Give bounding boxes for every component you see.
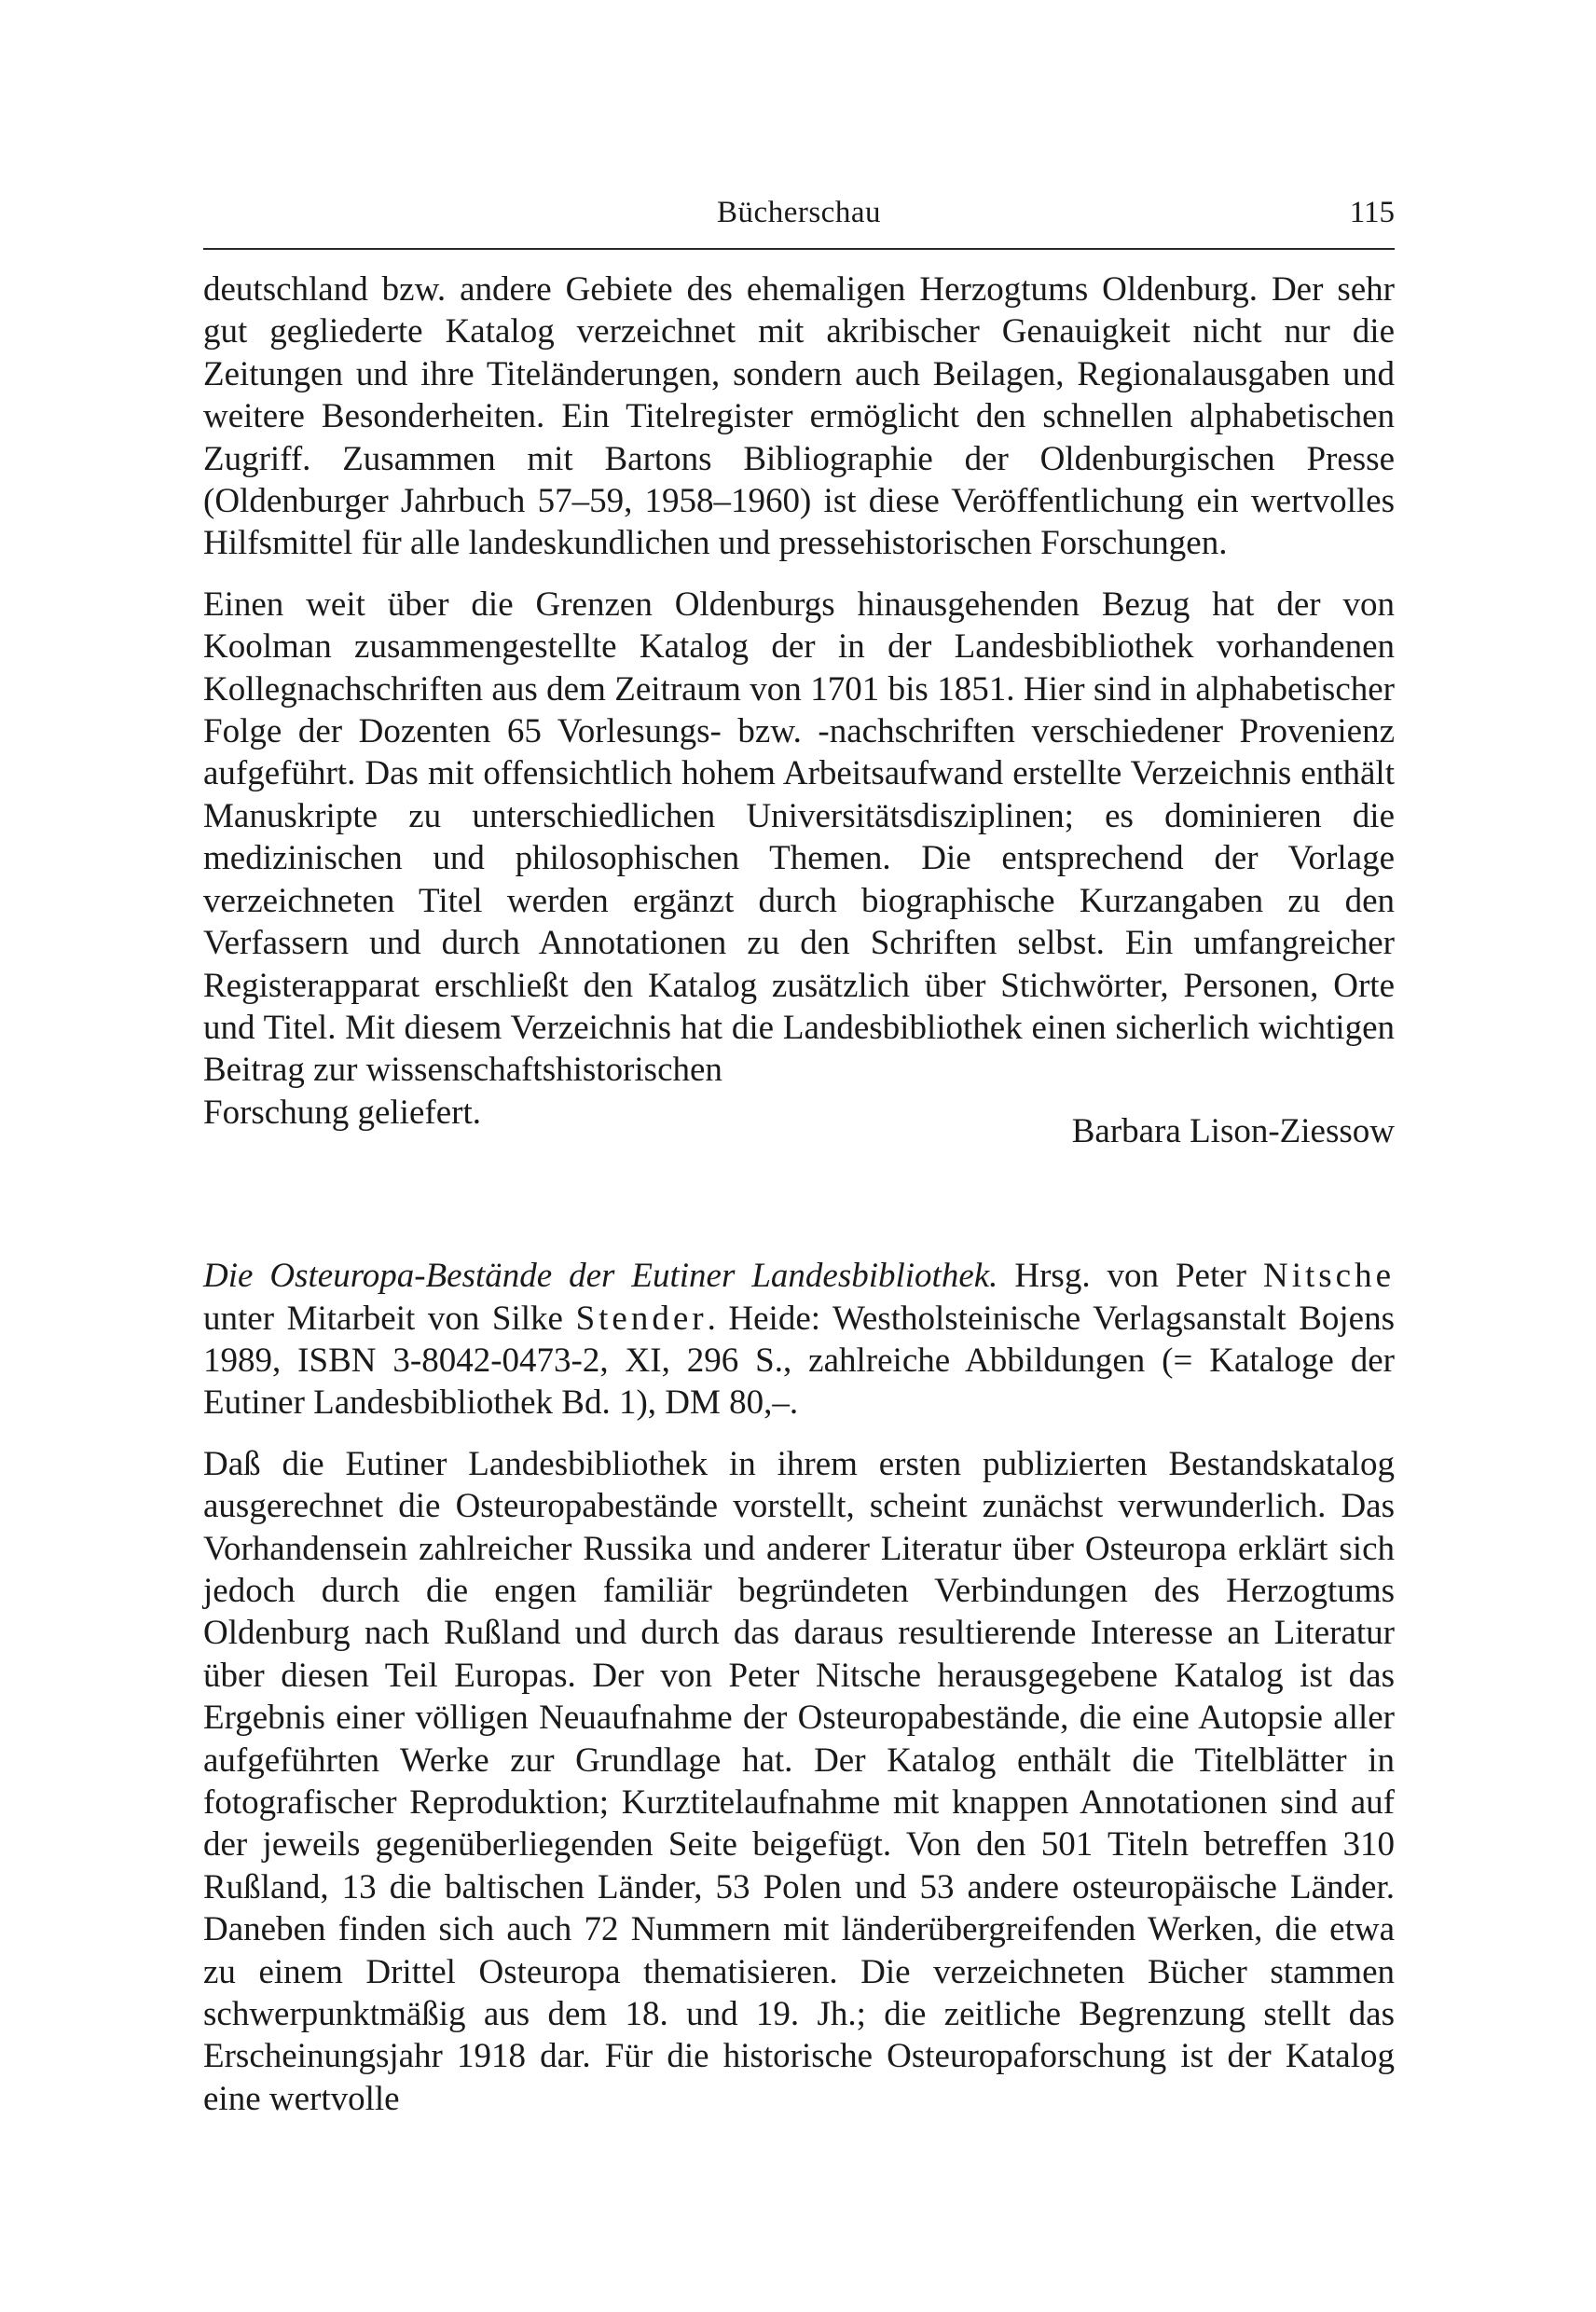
citation-hrsg: Hrsg. von Peter: [998, 1257, 1263, 1296]
book-citation: [203, 1255, 1395, 1424]
body-text: [203, 268, 1395, 2120]
review1-paragraph-2: Einen weit über die Grenzen Oldenburgs hinausgehenden Bezug hat der von Koolman zusammengestellte Katalog der in der Landesbibliothek vorhandenen Kollegnachschriften aus dem Zeitraum von 1701 bis 1851. Hier sind in alphabetischer Folge der Dozenten 65 Vorlesungs- bzw. -nachschriften verschiedener Provenienz aufgeführt. Das mit offensichtlich hohem Arbeitsaufwand erstellte Verzeichnis enthält Manuskripte zu unterschiedlichen Universitätsdisziplinen; es dominieren die medizinischen und philosophischen Themen. Die entsprechend der Vorlage verzeichneten Titel werden ergänzt durch biographische Kurzangaben zu den Verfassern und durch Annotationen zu den Schriften selbst. Ein umfangreicher Registerapparat erschließt den Katalog zusätzlich über Stichwörter, Personen, Orte und Titel. Mit diesem Verzeichnis hat die Landesbibliothek einen sicherlich wichtigen Beitrag zur wissenschaftshistorischen: [203, 585, 1395, 1090]
contributor-name: Stender: [575, 1299, 708, 1338]
citation-mitarbeit: unter Mitarbeit von Silke: [203, 1299, 576, 1338]
citation-publication: . Heide: Westholsteinische Verlagsanstalt Bojens 1989, ISBN 3-8042-0473-2, XI, 296 S., zahlreiche Abbildungen (= Kataloge der Eutiner Landesbibliothek Bd. 1), DM 80,–.: [203, 1299, 1395, 1423]
review1-paragraph-1: deutschland bzw. andere Gebiete des ehemaligen Herzogtums Oldenburg. Der sehr gut gegliederte Katalog verzeichnet mit akribischer Genauigkeit nicht nur die Zeitungen und ihre Titeländerungen, sondern auch Beilagen, Regionalausgaben und weitere Besonderheiten. Ein Titelregister ermöglicht den schnellen alphabetischen Zugriff. Zusammen mit Bartons Bibliographie der Oldenburgischen Presse (Oldenburger Jahrbuch 57–59, 1958–1960) ist diese Veröffentlichung ein wertvolles Hilfsmittel für alle landeskundlichen und pressehistorischen Forschungen.: [203, 270, 1395, 563]
running-title: Bücherschau: [717, 196, 881, 229]
page-number: 115: [1349, 196, 1395, 229]
book-title: Die Osteuropa-Bestände der Eutiner Landesbibliothek.: [203, 1257, 998, 1296]
review2-paragraph-1: Daß die Eutiner Landesbibliothek in ihrem ersten publizierten Bestandskatalog ausgerechnet die Osteuropabestände vorstellt, scheint zunächst verwunderlich. Das Vorhandensein zahlreicher Russika und anderer Literatur über Osteuropa erklärt sich jedoch durch die engen familiär begründeten Verbindungen des Herzogtums Oldenburg nach Rußland und durch das daraus resultierende Interesse an Literatur über diesen Teil Europas. Der von Peter Nitsche herausgegebene Katalog ist das Ergebnis einer völligen Neuaufnahme der Osteuropabestände, die eine Autopsie aller aufgeführten Werke zur Grundlage hat. Der Katalog enthält die Titelblätter in fotografischer Reproduktion; Kurztitelaufnahme mit knappen Annotationen sind auf der jeweils gegenüberliegenden Seite beigefügt. Von den 501 Titeln betreffen 310 Rußland, 13 die baltischen Länder, 53 Polen und 53 andere osteuropäische Länder. Daneben finden sich auch 72 Nummern mit länderübergreifenden Werken, die etwa zu einem Drittel Osteuropa thematisieren. Die verzeichneten Bücher stammen schwerpunktmäßig aus dem 18. und 19. Jh.; die zeitliche Begrenzung stellt das Erscheinungsjahr 1918 dar. Für die historische Osteuropaforschung ist der Katalog eine wertvolle: [203, 1444, 1395, 2118]
editor-name: Nitsche: [1262, 1257, 1395, 1296]
review1-last-line: Forschung geliefert.: [203, 1093, 481, 1132]
page-header: [203, 196, 1395, 250]
review1-closing-line: [203, 1092, 1395, 1152]
reviewer-signature: Barbara Lison-Ziessow: [1071, 1111, 1395, 1150]
